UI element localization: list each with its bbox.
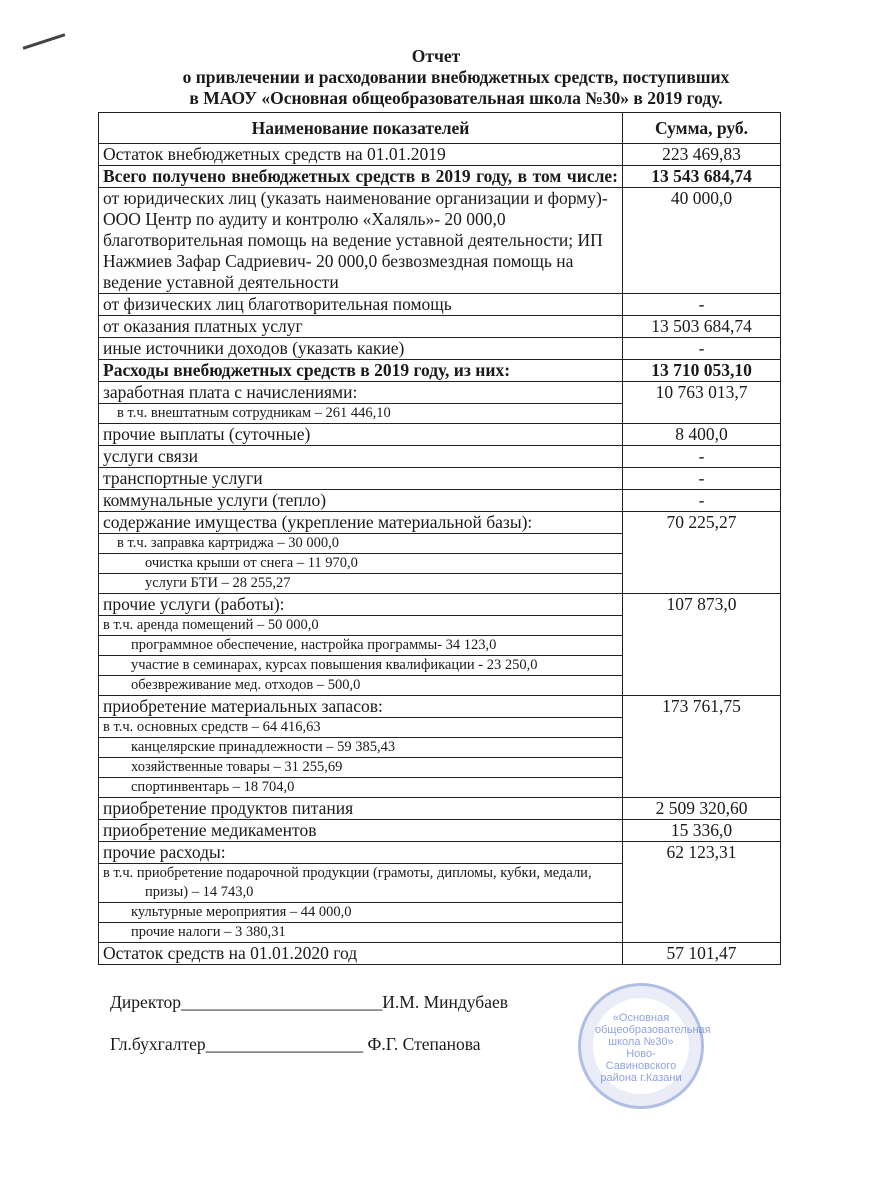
table-row <box>99 842 781 864</box>
table-row <box>99 446 781 468</box>
school-stamp <box>578 983 711 1109</box>
title-line-2: о привлечении и расходовании внебюджетных средств, поступивших <box>182 67 730 87</box>
accountant-name: Ф.Г. Степанова <box>367 1034 481 1054</box>
row-amount: 13 503 684,74 <box>623 316 781 338</box>
table-row <box>99 424 781 446</box>
stamp-text: «Основная общеобразовательная школа №30» Ново-Савиновского района г.Казани <box>595 1012 711 1084</box>
table-row <box>99 798 781 820</box>
row-amount: - <box>623 490 781 512</box>
subrow-detail: спортинвентарь – 18 704,0 <box>99 778 623 798</box>
row-amount: 57 101,47 <box>623 943 781 965</box>
subrow-detail: в т.ч. заправка картриджа – 30 000,0 <box>99 534 623 554</box>
table-row <box>99 144 781 166</box>
row-amount: 10 763 013,7 <box>623 382 781 424</box>
row-amount: 223 469,83 <box>623 144 781 166</box>
row-amount: - <box>623 294 781 316</box>
report-content <box>98 112 780 1091</box>
header-indicator: Наименование показателей <box>99 113 623 144</box>
row-amount: 107 873,0 <box>623 594 781 696</box>
subrow-detail: хозяйственные товары – 31 255,69 <box>99 758 623 778</box>
row-amount: 13 710 053,10 <box>623 360 781 382</box>
title-line-1: Отчет <box>411 46 461 66</box>
row-label: от оказания платных услуг <box>99 316 623 338</box>
subrow-detail: в т.ч. приобретение подарочной продукции (грамоты, дипломы, кубки, медали, призы) – 14 743,0 <box>99 864 623 903</box>
subrow-detail: программное обеспечение, настройка программы- 34 123,0 <box>99 636 623 656</box>
row-label: Остаток средств на 01.01.2020 год <box>99 943 623 965</box>
table-row <box>99 188 781 294</box>
table-header-row <box>99 113 781 144</box>
row-label: заработная плата с начислениями: <box>99 382 623 404</box>
row-amount: 70 225,27 <box>623 512 781 594</box>
director-title: Директор <box>110 992 182 1012</box>
subrow-detail: культурные мероприятия – 44 000,0 <box>99 903 623 923</box>
row-amount: 2 509 320,60 <box>623 798 781 820</box>
row-label: иные источники доходов (указать какие) <box>99 338 623 360</box>
report-table <box>98 112 781 965</box>
table-row <box>99 512 781 534</box>
table-row <box>99 943 781 965</box>
row-label: прочие выплаты (суточные) <box>99 424 623 446</box>
row-amount: - <box>623 446 781 468</box>
director-blank: _______________________ <box>181 992 383 1012</box>
row-amount: - <box>623 338 781 360</box>
table-row <box>99 294 781 316</box>
row-amount: 15 336,0 <box>623 820 781 842</box>
subrow-detail: в т.ч. аренда помещений – 50 000,0 <box>99 616 623 636</box>
table-body <box>99 144 781 965</box>
row-label: приобретение продуктов питания <box>99 798 623 820</box>
row-label: прочие расходы: <box>99 842 623 864</box>
table-row <box>99 490 781 512</box>
row-amount: 173 761,75 <box>623 696 781 798</box>
accountant-blank: __________________ <box>205 1034 364 1054</box>
table-row <box>99 338 781 360</box>
subrow-detail: очистка крыши от снега – 11 970,0 <box>99 554 623 574</box>
row-amount: 62 123,31 <box>623 842 781 943</box>
table-row <box>99 696 781 718</box>
table-row <box>99 316 781 338</box>
row-label: Остаток внебюджетных средств на 01.01.2019 <box>99 144 623 166</box>
report-title <box>0 46 872 109</box>
row-amount: 8 400,0 <box>623 424 781 446</box>
subrow-detail: в т.ч. основных средств – 64 416,63 <box>99 718 623 738</box>
accountant-title: Гл.бухгалтер <box>110 1034 206 1054</box>
subrow-detail: прочие налоги – 3 380,31 <box>99 923 623 943</box>
subrow-detail: обезвреживание мед. отходов – 500,0 <box>99 676 623 696</box>
table-row <box>99 594 781 616</box>
row-label: транспортные услуги <box>99 468 623 490</box>
table-row <box>99 166 781 188</box>
row-label: услуги связи <box>99 446 623 468</box>
subrow-detail: в т.ч. внештатным сотрудникам – 261 446,10 <box>99 404 623 424</box>
director-name: И.М. Миндубаев <box>382 992 509 1012</box>
row-label: приобретение материальных запасов: <box>99 696 623 718</box>
row-label: от физических лиц благотворительная помощь <box>99 294 623 316</box>
table-row <box>99 820 781 842</box>
header-amount: Сумма, руб. <box>623 113 781 144</box>
title-line-3: в МАОУ «Основная общеобразовательная школа №30» в 2019 году. <box>189 88 723 108</box>
subrow-detail: участие в семинарах, курсах повышения квалификации - 23 250,0 <box>99 656 623 676</box>
row-label: коммунальные услуги (тепло) <box>99 490 623 512</box>
table-row <box>99 360 781 382</box>
table-row <box>99 468 781 490</box>
row-label: прочие услуги (работы): <box>99 594 623 616</box>
row-amount: 40 000,0 <box>623 188 781 294</box>
subrow-detail: услуги БТИ – 28 255,27 <box>99 574 623 594</box>
subrow-detail: канцелярские принадлежности – 59 385,43 <box>99 738 623 758</box>
row-label: содержание имущества (укрепление материальной базы): <box>99 512 623 534</box>
signature-block <box>98 991 780 1091</box>
row-label: Расходы внебюджетных средств в 2019 году, из них: <box>99 360 623 382</box>
table-row <box>99 382 781 404</box>
row-amount: - <box>623 468 781 490</box>
row-label: Всего получено внебюджетных средств в 2019 году, в том числе: <box>99 166 623 188</box>
row-label: приобретение медикаментов <box>99 820 623 842</box>
row-label: от юридических лиц (указать наименование организации и форму)- ООО Центр по аудиту и контролю «Халяль»- 20 000,0 благотворительная помощь на ведение уставной деятельности; ИП Нажмиев Зафар Садриевич- 20 000,0 безвозмездная помощь на ведение уставной деятельности <box>99 188 623 294</box>
row-amount: 13 543 684,74 <box>623 166 781 188</box>
